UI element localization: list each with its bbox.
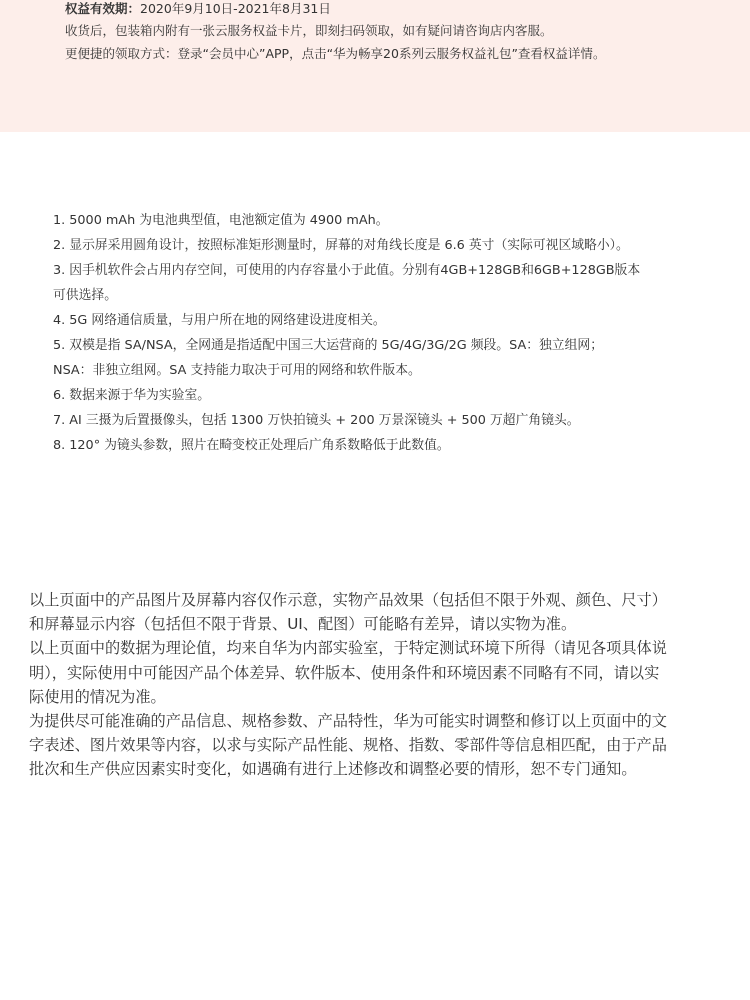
footnote-line: NSA：非独立组网。SA 支持能力取决于可用的网络和软件版本。 (53, 363, 421, 378)
disclaimer-line: 字表述、图片效果等内容，以求与实际产品性能、规格、指数、零部件等信息相匹配，由于产品 (29, 736, 667, 755)
disclaimer-line: 明），实际使用中可能因产品个体差异、软件版本、使用条件和环境因素不同略有不同，请以实 (29, 663, 660, 682)
benefit-app-instructions: 更便捷的领取方式：登录“会员中心”APP，点击“华为畅享20系列云服务权益礼包”查看权益详情。 (65, 46, 606, 61)
disclaimer-line: 际使用的情况为准。 (29, 687, 166, 706)
footnote-line: 5. 双模是指 SA/NSA，全网通是指适配中国三大运营商的 5G/4G/3G/2G 频段。SA：独立组网； (53, 338, 603, 353)
spec-footnotes (53, 208, 713, 458)
footnote-line: 6. 数据来源于华为实验室。 (53, 388, 211, 403)
benefit-claim-instructions: 收货后，包装箱内附有一张云服务权益卡片，即刻扫码领取，如有疑问请咨询店内客服。 (65, 23, 553, 38)
footnote-line: 1. 5000 mAh 为电池典型值，电池额定值为 4900 mAh。 (53, 213, 389, 228)
footnote-line: 可供选择。 (53, 288, 117, 303)
footnote-line: 4. 5G 网络通信质量，与用户所在地的网络建设进度相关。 (53, 313, 386, 328)
footnote-line: 2. 显示屏采用圆角设计，按照标准矩形测量时，屏幕的对角线长度是 6.6 英寸（实际可视区域略小）。 (53, 238, 629, 253)
footnote-line: 3. 因手机软件会占用内存空间，可使用的内存容量小于此值。分别有4GB+128GB和6GB+128GB版本 (53, 263, 641, 278)
benefit-validity-label: 权益有效期： (65, 1, 141, 16)
benefit-validity (65, 0, 331, 18)
benefit-info-box (0, 0, 750, 132)
disclaimer-line: 以上页面中的产品图片及屏幕内容仅作示意，实物产品效果（包括但不限于外观、颜色、尺寸） (29, 591, 667, 609)
disclaimer-line: 以上页面中的数据为理论值，均来自华为内部实验室，于特定测试环境下所得（请见各项具体说 (29, 639, 667, 658)
footnote-line: 7. AI 三摄为后置摄像头，包括 1300 万快拍镜头 + 200 万景深镜头 + 500 万超广角镜头。 (53, 413, 580, 428)
footnote-line: 8. 120° 为镜头参数，照片在畸变校正处理后广角系数略低于此数值。 (53, 438, 450, 453)
disclaimer-line: 批次和生产供应因素实时变化，如遇确有进行上述修改和调整必要的情形，恕不专门通知。 (29, 760, 637, 779)
legal-disclaimer (29, 588, 719, 782)
disclaimer-line: 和屏幕显示内容（包括但不限于背景、UI、配图）可能略有差异，请以实物为准。 (29, 615, 577, 634)
benefit-validity-dates: 2020年9月10日-2021年8月31日 (140, 1, 331, 16)
disclaimer-line: 为提供尽可能准确的产品信息、规格参数、产品特性，华为可能实时调整和修订以上页面中的文 (29, 712, 667, 731)
